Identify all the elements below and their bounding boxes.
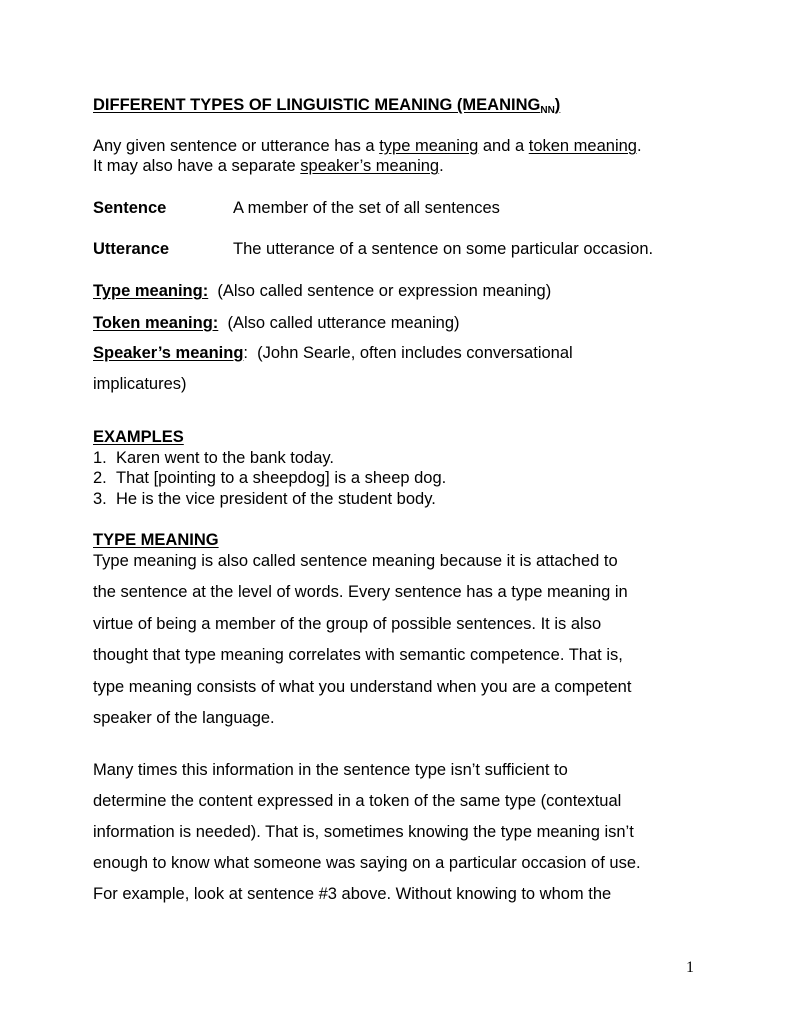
page-number: 1 — [686, 959, 694, 976]
example-item-1: 1. Karen went to the bank today. — [93, 449, 335, 467]
term-definition-utterance: The utterance of a sentence on some particular occasion. — [233, 240, 654, 258]
term-label-sentence: Sentence — [93, 199, 167, 217]
document-title — [93, 95, 560, 121]
paragraph-2-line: information is needed). That is, sometimes knowing the type meaning isn’t — [93, 823, 634, 841]
token-meaning-line: Token meaning: (Also called utterance meaning) — [93, 314, 460, 332]
token-meaning-label: Token meaning: — [93, 314, 219, 332]
paragraph-2-line: enough to know what someone was saying on a particular occasion of use. — [93, 854, 641, 872]
type-meaning-line: Type meaning: (Also called sentence or expression meaning) — [93, 282, 552, 300]
intro-line-1: Any given sentence or utterance has a type meaning and a token meaning. — [93, 137, 642, 155]
paragraph-2-line: Many times this information in the sentence type isn’t sufficient to — [93, 761, 568, 779]
term-definition-sentence: A member of the set of all sentences — [233, 199, 500, 217]
type-meaning-heading: TYPE MEANING — [93, 531, 219, 549]
paragraph-1-line: Type meaning is also called sentence meaning because it is attached to — [93, 552, 618, 570]
paragraph-2-line: For example, look at sentence #3 above. Without knowing to whom the — [93, 885, 612, 903]
paragraph-1-line: speaker of the language. — [93, 709, 275, 727]
examples-heading: EXAMPLES — [93, 428, 184, 446]
paragraph-1-line: virtue of being a member of the group of possible sentences. It is also — [93, 615, 602, 633]
paragraph-1-line: type meaning consists of what you understand when you are a competent — [93, 678, 632, 696]
title-close: ) — [554, 96, 561, 114]
type-meaning-label: Type meaning: — [93, 282, 209, 300]
paragraph-1-line: the sentence at the level of words. Every sentence has a type meaning in — [93, 583, 628, 601]
paragraph-1-line: thought that type meaning correlates with semantic competence. That is, — [93, 646, 623, 664]
paragraph-2-line: determine the content expressed in a token of the same type (contextual — [93, 792, 622, 810]
speakers-meaning-term: speaker’s meaning — [300, 157, 440, 175]
speakers-meaning-line: Speaker’s meaning: (John Searle, often includes conversational — [93, 344, 573, 362]
speakers-meaning-line-2: implicatures) — [93, 375, 187, 393]
type-meaning-term: type meaning — [379, 137, 479, 155]
intro-line-2: It may also have a separate speaker’s meaning. — [93, 157, 444, 175]
example-item-3: 3. He is the vice president of the student body. — [93, 490, 436, 508]
token-meaning-term: token meaning — [528, 137, 637, 155]
title-subscript: NN — [540, 105, 555, 116]
title-text: DIFFERENT TYPES OF LINGUISTIC MEANING (MEANING — [93, 96, 541, 114]
term-label-utterance: Utterance — [93, 240, 170, 258]
speakers-meaning-label: Speaker’s meaning — [93, 344, 244, 362]
example-item-2: 2. That [pointing to a sheepdog] is a sheep dog. — [93, 469, 447, 487]
